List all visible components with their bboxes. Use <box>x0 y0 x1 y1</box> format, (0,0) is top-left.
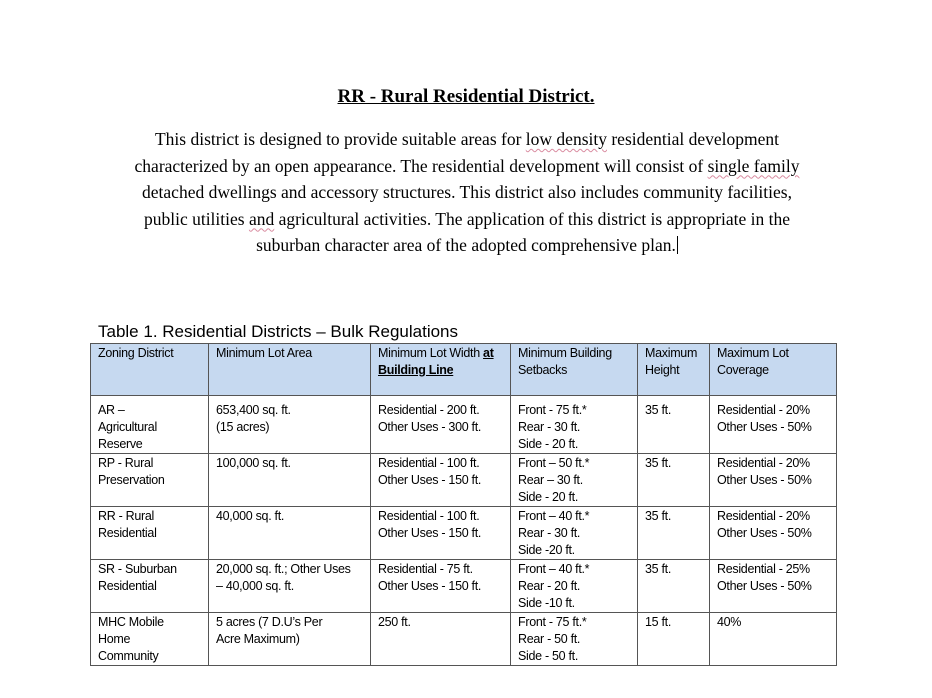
cell-min-lot-area <box>209 396 371 454</box>
cell-line: Other Uses - 300 ft. <box>378 420 482 434</box>
intro-paragraph <box>72 126 862 259</box>
cell-line: Other Uses - 150 ft. <box>378 473 482 487</box>
cell-line: Side -20 ft. <box>518 543 575 557</box>
intro-line-3: detached dwellings and accessory structures. This district also includes community facilities, <box>142 182 792 202</box>
cell-line: Residential - 20% <box>717 403 810 417</box>
cell-line: Rear - 20 ft. <box>518 579 581 593</box>
cell-line: Residential <box>98 526 157 540</box>
cell-line: Rear - 50 ft. <box>518 632 581 646</box>
cell-line: Residential - 25% <box>717 562 810 576</box>
header-text: Building Line <box>378 363 454 377</box>
cell-min-lot-width <box>371 507 511 560</box>
cell-line: Residential - 100 ft. <box>378 456 480 470</box>
cell-max-coverage <box>710 396 837 454</box>
cell-line: 35 ft. <box>645 456 671 470</box>
table-caption: Table 1. Residential Districts – Bulk Regulations <box>98 322 459 341</box>
cell-line: RR - Rural <box>98 509 155 523</box>
cell-zoning-district <box>91 396 209 454</box>
cell-max-coverage <box>710 507 837 560</box>
cell-line: – 40,000 sq. ft. <box>216 579 294 593</box>
cell-line: Side - 20 ft. <box>518 437 579 451</box>
cell-max-height <box>638 507 710 560</box>
cell-setbacks <box>511 454 638 507</box>
cell-zoning-district <box>91 507 209 560</box>
cell-line: 20,000 sq. ft.; Other Uses <box>216 562 351 576</box>
header-text: Height <box>645 363 680 377</box>
cell-min-lot-width <box>371 396 511 454</box>
cell-line: Front – 40 ft.* <box>518 509 590 523</box>
cell-max-height <box>638 396 710 454</box>
cell-line: SR - Suburban <box>98 562 177 576</box>
table-row <box>91 613 837 666</box>
header-text: Maximum <box>645 346 698 360</box>
cell-line: Residential - 20% <box>717 509 810 523</box>
table-header-row <box>91 344 837 396</box>
table-row <box>91 454 837 507</box>
cell-line: Residential <box>98 579 157 593</box>
cell-line: Front - 75 ft.* <box>518 403 587 417</box>
cell-line: 40% <box>717 615 742 629</box>
intro-line-5 <box>72 232 862 259</box>
cell-line: 15 ft. <box>645 615 671 629</box>
cell-min-lot-area <box>209 454 371 507</box>
cell-max-height <box>638 613 710 666</box>
cell-line: Home <box>98 632 131 646</box>
cell-min-lot-width <box>371 454 511 507</box>
header-text: Setbacks <box>518 363 568 377</box>
cell-line: Residential - 20% <box>717 456 810 470</box>
cell-min-lot-width <box>371 613 511 666</box>
cell-line: 35 ft. <box>645 562 671 576</box>
cell-line: Other Uses - 50% <box>717 473 812 487</box>
cell-line: 35 ft. <box>645 509 671 523</box>
cell-line: 5 acres (7 D.U’s Per <box>216 615 323 629</box>
cell-min-lot-width <box>371 560 511 613</box>
cell-line: Other Uses - 50% <box>717 420 812 434</box>
cell-line: (15 acres) <box>216 420 270 434</box>
text-run: This district is designed to provide suitable areas for <box>154 129 526 149</box>
cell-line: Agricultural <box>98 420 157 434</box>
cell-max-coverage <box>710 613 837 666</box>
cell-line: Residential - 75 ft. <box>378 562 473 576</box>
spellcheck-flag[interactable]: low density <box>525 129 607 149</box>
cell-line: Reserve <box>98 437 143 451</box>
text-cursor <box>677 236 678 254</box>
cell-setbacks <box>511 613 638 666</box>
cell-line: 653,400 sq. ft. <box>216 403 291 417</box>
text-run: residential development <box>606 129 780 149</box>
cell-line: Other Uses - 150 ft. <box>378 526 482 540</box>
cell-line: Side - 20 ft. <box>518 490 579 504</box>
table-row <box>91 396 837 454</box>
cell-line: RP - Rural <box>98 456 154 470</box>
cell-line: 250 ft. <box>378 615 411 629</box>
cell-max-height <box>638 560 710 613</box>
header-max-height <box>638 344 710 396</box>
header-min-building-setbacks <box>511 344 638 396</box>
cell-max-height <box>638 454 710 507</box>
text-run: characterized by an open appearance. The residential development will consist of <box>134 155 708 176</box>
header-text: Minimum Building <box>518 346 612 360</box>
cell-zoning-district <box>91 613 209 666</box>
intro-line-4 <box>72 206 862 233</box>
header-text: at <box>483 346 494 360</box>
cell-min-lot-area <box>209 613 371 666</box>
cell-line: 35 ft. <box>645 403 671 417</box>
cell-zoning-district <box>91 454 209 507</box>
text-run: public utilities <box>143 208 249 229</box>
cell-line: Acre Maximum) <box>216 632 300 646</box>
cell-line: AR – <box>98 403 125 417</box>
cell-min-lot-area <box>209 507 371 560</box>
document-heading: RR - Rural Residential District. <box>337 86 595 107</box>
spellcheck-flag[interactable]: single family <box>707 155 800 176</box>
cell-line: MHC Mobile <box>98 615 164 629</box>
header-text: Maximum Lot <box>717 346 789 360</box>
cell-line: Front – 40 ft.* <box>518 562 590 576</box>
cell-line: Side -10 ft. <box>518 596 575 610</box>
header-zoning-district: Zoning District <box>91 344 209 396</box>
cell-line: Front – 50 ft.* <box>518 456 590 470</box>
text-run: suburban character area of the adopted comprehensive plan. <box>256 235 676 255</box>
cell-setbacks <box>511 396 638 454</box>
header-min-lot-width <box>371 344 511 396</box>
cell-line: Other Uses - 150 ft. <box>378 579 482 593</box>
cell-line: Community <box>98 649 159 663</box>
spellcheck-flag[interactable]: and <box>248 208 275 229</box>
cell-setbacks <box>511 560 638 613</box>
cell-max-coverage <box>710 454 837 507</box>
header-min-lot-area: Minimum Lot Area <box>209 344 371 396</box>
cell-line: Preservation <box>98 473 165 487</box>
header-text: Minimum Lot Width <box>378 346 484 360</box>
bulk-regulations-table <box>90 343 837 666</box>
cell-line: Side - 50 ft. <box>518 649 579 663</box>
intro-line-1 <box>72 126 862 153</box>
cell-line: Rear – 30 ft. <box>518 473 583 487</box>
cell-line: Rear - 30 ft. <box>518 420 581 434</box>
header-text: Coverage <box>717 363 769 377</box>
cell-zoning-district <box>91 560 209 613</box>
cell-line: Residential - 100 ft. <box>378 509 480 523</box>
cell-line: Residential - 200 ft. <box>378 403 480 417</box>
table-row <box>91 507 837 560</box>
cell-setbacks <box>511 507 638 560</box>
cell-line: Rear - 30 ft. <box>518 526 581 540</box>
cell-max-coverage <box>710 560 837 613</box>
cell-line: 100,000 sq. ft. <box>216 456 291 470</box>
cell-line: 40,000 sq. ft. <box>216 509 285 523</box>
header-max-lot-coverage <box>710 344 837 396</box>
cell-line: Other Uses - 50% <box>717 579 812 593</box>
table-row <box>91 560 837 613</box>
intro-line-2 <box>72 153 862 180</box>
cell-min-lot-area <box>209 560 371 613</box>
cell-line: Front - 75 ft.* <box>518 615 587 629</box>
text-run: agricultural activities. The application of this district is appropriate in the <box>274 208 791 229</box>
cell-line: Other Uses - 50% <box>717 526 812 540</box>
